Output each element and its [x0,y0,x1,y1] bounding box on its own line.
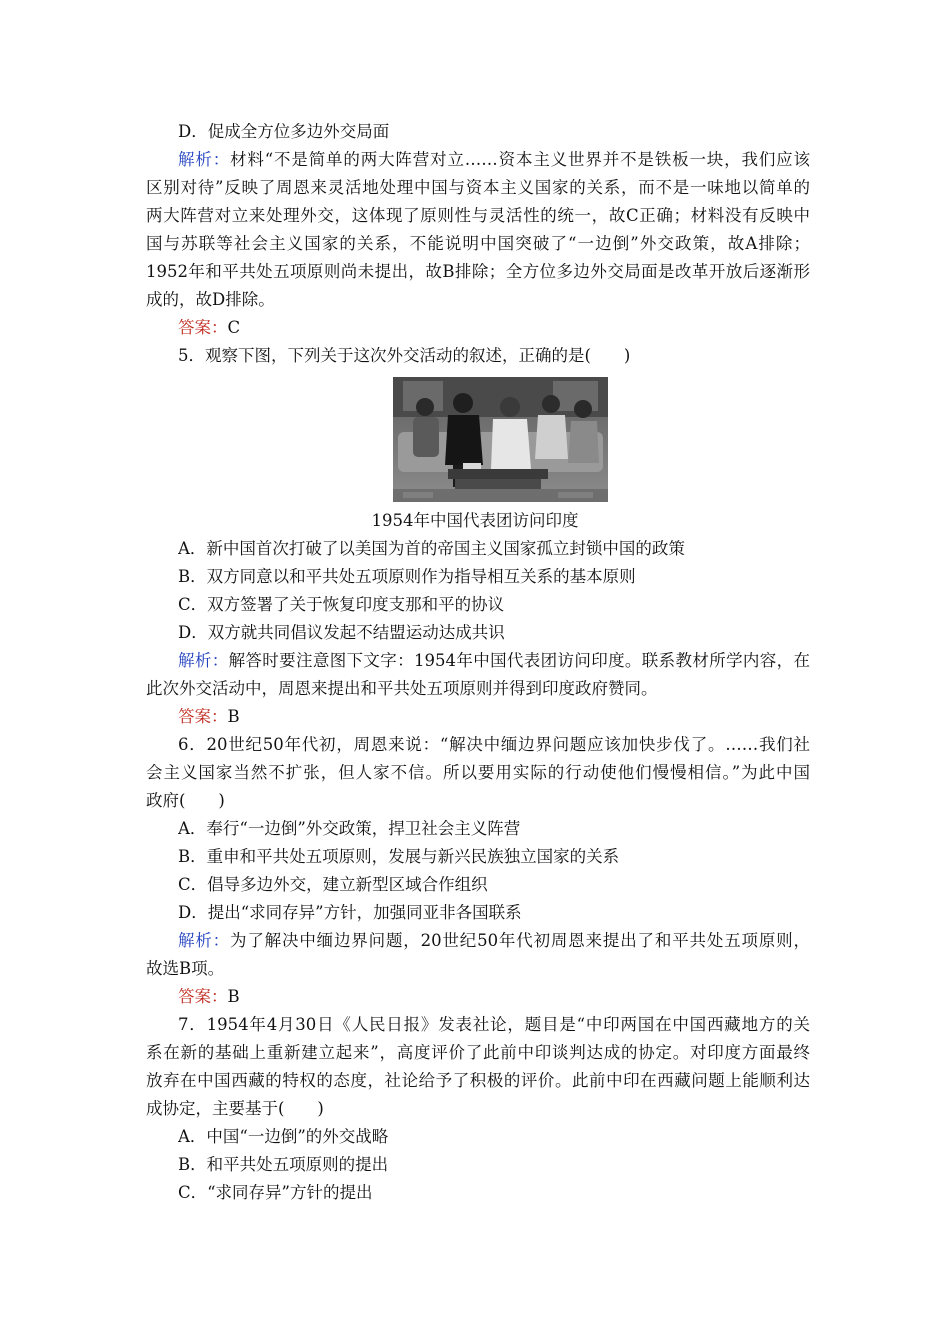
analysis-label: 解析： [178,931,230,950]
q5-analysis-line: 此次外交活动中，周恩来提出和平共处五项原则并得到印度政府赞同。 [146,679,658,698]
photo-caption: 1954年中国代表团访问印度 [371,511,579,530]
q7-option-b: B．和平共处五项原则的提出 [178,1155,389,1174]
q5-stem: 5．观察下图，下列关于这次外交活动的叙述，正确的是( ) [178,346,631,365]
analysis-label: 解析： [178,651,229,670]
q4-analysis-line: 两大阵营对立来处理外交，这体现了原则性与灵活性的统一，故C正确；材料没有反映中 [146,206,810,225]
answer-label: 答案： [178,707,228,726]
q6-option-b: B．重申和平共处五项原则，发展与新兴民族独立国家的关系 [178,847,620,866]
q4-analysis-line: 1952年和平共处五项原则尚未提出，故B排除；全方位多边外交局面是改革开放后逐渐形 [146,262,810,281]
q6-option-c: C．倡导多边外交，建立新型区域合作组织 [178,875,488,894]
q4-analysis-line: 解析：材料“不是简单的两大阵营对立……资本主义世界并不是铁板一块，我们应该 [178,150,810,169]
q4-analysis-line: 区别对待”反映了周恩来灵活地处理中国与资本主义国家的关系，而不是一味地以简单的 [146,178,810,197]
answer-label: 答案： [178,318,228,337]
q7-stem-line: 成协定，主要基于( ) [146,1099,324,1118]
q6-analysis-line: 故选B项。 [146,959,225,978]
q4-analysis-line: 成的，故D排除。 [146,290,275,309]
q5-option-d: D．双方就共同倡议发起不结盟运动达成共识 [178,623,505,642]
q7-option-a: A．中国“一边倒”的外交战略 [178,1127,389,1146]
q6-stem-line: 政府( ) [146,791,225,810]
q5-option-c: C．双方签署了关于恢复印度支那和平的协议 [178,595,505,614]
q6-analysis-line: 解析：为了解决中缅边界问题，20世纪50年代初周恩来提出了和平共处五项原则， [178,931,810,950]
q7-stem-line: 放弃在中国西藏的特权的态度，社论给予了积极的评价。此前中印在西藏问题上能顺利达 [146,1071,810,1090]
q4-option-d: D．促成全方位多边外交局面 [178,122,390,141]
analysis-label: 解析： [178,150,231,169]
q7-stem-line: 7．1954年4月30日《人民日报》发表社论，题目是“中印两国在中国西藏地方的关 [178,1015,810,1034]
q6-stem-line: 6．20世纪50年代初，周恩来说：“解决中缅边界问题应该加快步伐了。……我们社 [178,735,810,754]
answer-label: 答案： [178,987,228,1006]
q5-analysis-line: 解析：解答时要注意图下文字：1954年中国代表团访问印度。联系教材所学内容，在 [178,651,810,670]
answer-value: B [227,987,240,1006]
q5-option-b: B．双方同意以和平共处五项原则作为指导相互关系的基本原则 [178,567,636,586]
q4-analysis-line: 国与苏联等社会主义国家的关系，不能说明中国突破了“一边倒”外交政策，故A排除； [146,234,810,253]
delegation-photo [393,377,608,502]
q6-answer [178,983,810,1011]
q6-stem-line: 会主义国家当然不扩张，但人家不信。所以要用实际的行动使他们慢慢相信。”为此中国 [146,763,810,782]
q6-option-a: A．奉行“一边倒”外交政策，捍卫社会主义阵营 [178,819,521,838]
q7-option-c: C．“求同存异”方针的提出 [178,1183,373,1202]
q4-answer [178,314,810,342]
answer-value: C [227,318,241,337]
q7-stem-line: 系在新的基础上重新建立起来”，高度评价了此前中印谈判达成的协定。对印度方面最终 [146,1043,810,1062]
answer-value: B [227,707,240,726]
q5-option-a: A．新中国首次打破了以美国为首的帝国主义国家孤立封锁中国的政策 [178,539,685,558]
q5-answer [178,703,810,731]
q6-option-d: D．提出“求同存异”方针，加强同亚非各国联系 [178,903,522,922]
